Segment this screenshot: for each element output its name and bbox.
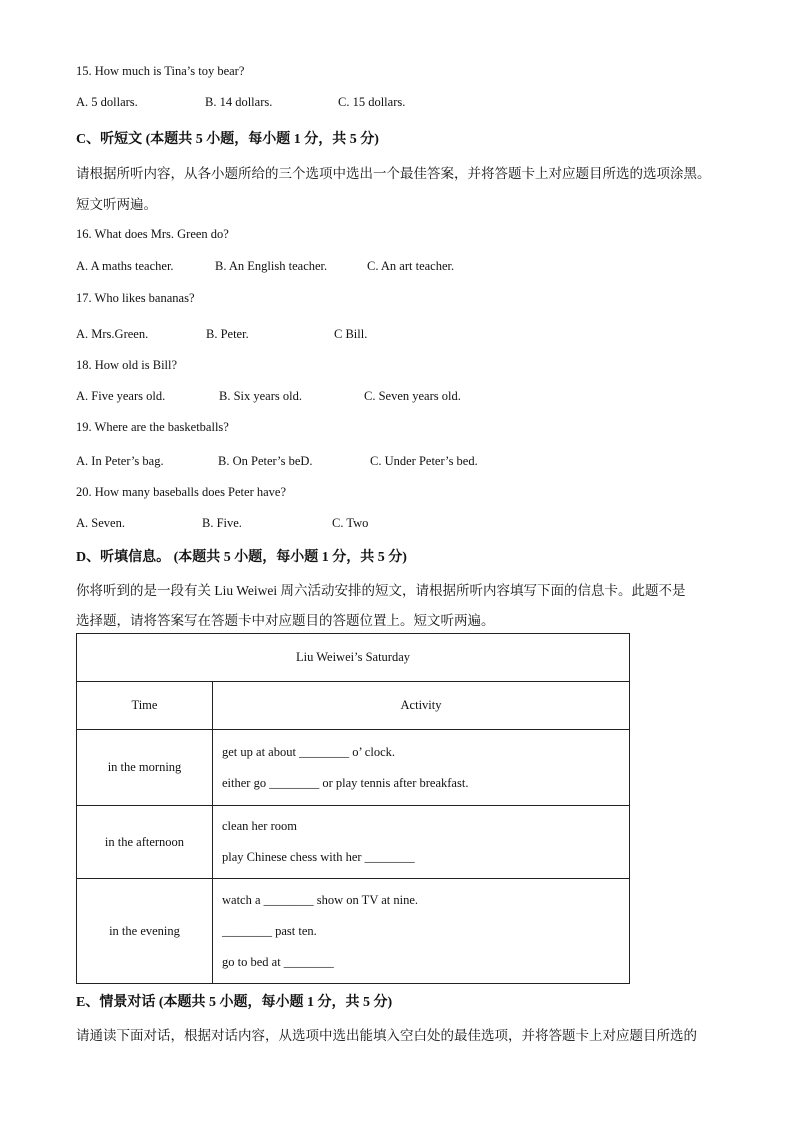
q16-option-c: C. An art teacher. bbox=[367, 259, 455, 273]
q17-option-b: B. Peter. bbox=[206, 327, 249, 341]
time-morning: in the morning bbox=[77, 730, 213, 806]
q20-option-c: C. Two bbox=[332, 516, 369, 530]
time-evening: in the evening bbox=[77, 879, 213, 984]
section-e-instructions-line1: 请通读下面对话，根据对话内容，从选项中选出能填入空白处的最佳选项，并将答题卡上对应题目所选的 bbox=[76, 1028, 697, 1043]
header-time: Time bbox=[77, 682, 213, 730]
question-17: 17. Who likes bananas? bbox=[76, 291, 195, 305]
question-16: 16. What does Mrs. Green do? bbox=[76, 227, 229, 241]
q15-option-b: B. 14 dollars. bbox=[205, 95, 273, 109]
q16-option-b: B. An English teacher. bbox=[215, 259, 328, 273]
q16-option-a: A. A maths teacher. bbox=[76, 259, 174, 273]
section-d-instructions-line1: 你将听到的是一段有关 Liu Weiwei 周六活动安排的短文，请根据所听内容填写下面的信息卡。此题不是 bbox=[76, 583, 686, 598]
activity-morning bbox=[213, 730, 630, 806]
q20-option-b: B. Five. bbox=[202, 516, 242, 530]
morning-line-1: get up at about ________ o’ clock. bbox=[222, 744, 395, 759]
question-15: 15. How much is Tina’s toy bear? bbox=[76, 64, 245, 78]
q18-option-a: A. Five years old. bbox=[76, 389, 166, 403]
afternoon-line-2: play Chinese chess with her ________ bbox=[222, 850, 415, 864]
q18-option-b: B. Six years old. bbox=[219, 389, 302, 403]
info-card-table bbox=[76, 633, 630, 984]
section-d-instructions-line2: 选择题，请将答案写在答题卡中对应题目的答题位置上。短文听两遍。 bbox=[76, 613, 495, 628]
section-c-instructions-line2: 短文听两遍。 bbox=[76, 197, 157, 212]
q15-option-a: A. 5 dollars. bbox=[76, 95, 138, 109]
question-18: 18. How old is Bill? bbox=[76, 358, 178, 372]
evening-line-3: go to bed at ________ bbox=[222, 954, 334, 969]
afternoon-line-1: clean her room bbox=[222, 819, 297, 833]
activity-evening bbox=[213, 879, 630, 984]
section-e-heading: E、情景对话 (本题共 5 小题，每小题 1 分，共 5 分) bbox=[76, 995, 393, 1010]
q19-option-b: B. On Peter’s beD. bbox=[218, 454, 313, 468]
q19-option-a: A. In Peter’s bag. bbox=[76, 454, 164, 468]
q20-option-a: A. Seven. bbox=[76, 516, 125, 530]
question-20: 20. How many baseballs does Peter have? bbox=[76, 485, 287, 499]
q17-option-c: C Bill. bbox=[334, 327, 368, 341]
table-title: Liu Weiwei’s Saturday bbox=[77, 634, 630, 682]
section-d-heading: D、听填信息。 (本题共 5 小题，每小题 1 分，共 5 分) bbox=[76, 550, 407, 565]
section-c-instructions-line1: 请根据所听内容，从各小题所给的三个选项中选出一个最佳答案，并将答题卡上对应题目所选的选项涂黑。 bbox=[76, 166, 711, 181]
activity-afternoon bbox=[213, 806, 630, 879]
morning-line-2: either go ________ or play tennis after breakfast. bbox=[222, 775, 469, 790]
q19-option-c: C. Under Peter’s bed. bbox=[370, 454, 478, 468]
header-activity: Activity bbox=[213, 682, 630, 730]
section-c-heading: C、听短文 (本题共 5 小题，每小题 1 分，共 5 分) bbox=[76, 132, 379, 147]
q18-option-c: C. Seven years old. bbox=[364, 389, 461, 403]
q15-option-c: C. 15 dollars. bbox=[338, 95, 406, 109]
evening-line-1: watch a ________ show on TV at nine. bbox=[222, 892, 419, 907]
evening-line-2: ________ past ten. bbox=[222, 923, 317, 938]
question-19: 19. Where are the basketballs? bbox=[76, 420, 229, 434]
q17-option-a: A. Mrs.Green. bbox=[76, 327, 149, 341]
time-afternoon: in the afternoon bbox=[77, 806, 213, 879]
